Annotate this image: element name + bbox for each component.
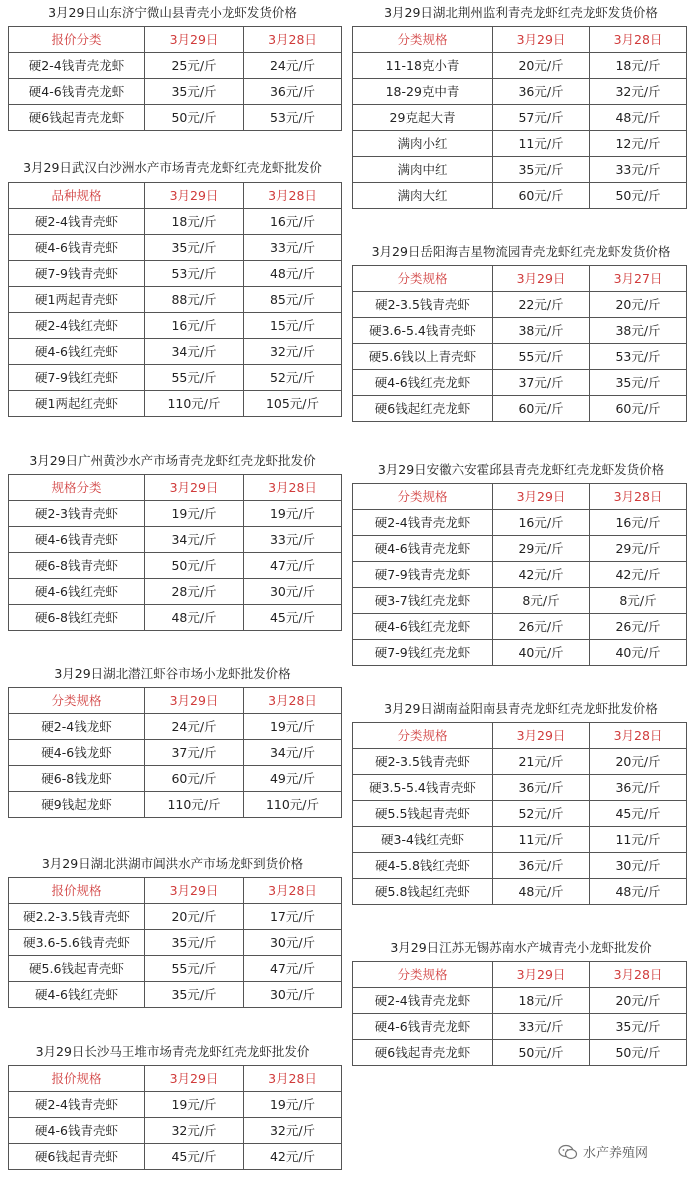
header-cell: 分类规格 [353,962,493,988]
table-header-row [9,475,342,501]
table-title: 3月29日湖北洪湖市阊洪水产市场龙虾到货价格 [41,856,304,871]
price-cell: 110元/斤 [145,391,244,417]
price-cell: 18元/斤 [493,988,590,1014]
table-title: 3月29日湖北荆州监利青壳龙虾红壳龙虾发货价格 [384,5,658,20]
spec-cell: 硬4-6钱红壳龙虾 [353,370,493,396]
table-row [353,396,687,422]
price-cell: 35元/斤 [145,930,244,956]
price-cell: 33元/斤 [493,1014,590,1040]
table-title: 3月29日湖南益阳南县青壳龙虾红壳龙虾批发价格 [384,701,658,716]
spec-cell: 硬3.6-5.4钱青壳虾 [353,318,493,344]
table-row [9,714,342,740]
price-cell: 55元/斤 [145,365,244,391]
header-cell: 3月29日 [145,183,244,209]
header-cell: 3月29日 [493,266,590,292]
table-header-row [353,484,687,510]
table-header-row [353,962,687,988]
price-cell: 45元/斤 [244,605,342,631]
price-cell: 88元/斤 [145,287,244,313]
price-cell: 35元/斤 [590,370,687,396]
price-cell: 11元/斤 [590,827,687,853]
table-row [353,640,687,666]
table-title: 3月29日岳阳海吉星物流园青壳龙虾红壳龙虾发货价格 [371,244,671,259]
price-cell: 22元/斤 [493,292,590,318]
price-cell: 21元/斤 [493,749,590,775]
price-cell: 38元/斤 [493,318,590,344]
header-cell: 报价分类 [9,27,145,53]
header-cell: 3月29日 [145,688,244,714]
price-cell: 42元/斤 [244,1144,342,1170]
price-cell: 18元/斤 [145,209,244,235]
price-cell: 17元/斤 [244,904,342,930]
spec-cell: 硬5.6钱起青壳虾 [9,956,145,982]
wechat-icon [558,1144,578,1160]
price-cell: 48元/斤 [244,261,342,287]
price-cell: 24元/斤 [244,53,342,79]
spec-cell: 硬2-4钱龙虾 [9,714,145,740]
price-cell: 25元/斤 [145,53,244,79]
table-row [9,261,342,287]
table-header-row [9,688,342,714]
spec-cell: 硬4-6钱红壳龙虾 [353,614,493,640]
header-cell: 3月28日 [244,183,342,209]
price-table [352,483,687,666]
table-title: 3月29日广州黄沙水产市场青壳龙虾红壳龙虾批发价 [29,453,316,468]
price-cell: 19元/斤 [244,501,342,527]
table-title: 3月29日湖北潜江虾谷市场小龙虾批发价格 [54,666,291,681]
table-row [353,344,687,370]
price-cell: 105元/斤 [244,391,342,417]
price-cell: 47元/斤 [244,553,342,579]
price-cell: 11元/斤 [493,131,590,157]
price-table [8,26,342,131]
spec-cell: 硬6钱起红壳龙虾 [353,396,493,422]
spec-cell: 硬2.2-3.5钱青壳虾 [9,904,145,930]
table-row [353,879,687,905]
spec-cell: 硬1两起青壳虾 [9,287,145,313]
header-cell: 3月29日 [493,484,590,510]
price-cell: 35元/斤 [145,79,244,105]
table-row [353,775,687,801]
price-cell: 20元/斤 [590,749,687,775]
price-cell: 36元/斤 [244,79,342,105]
price-cell: 49元/斤 [244,766,342,792]
price-cell: 42元/斤 [493,562,590,588]
header-cell: 3月28日 [590,27,687,53]
price-cell: 60元/斤 [493,183,590,209]
price-cell: 53元/斤 [590,344,687,370]
price-table [352,265,687,422]
price-cell: 42元/斤 [590,562,687,588]
price-cell: 50元/斤 [145,105,244,131]
watermark [558,1142,648,1161]
spec-cell: 硬1两起红壳虾 [9,391,145,417]
price-cell: 12元/斤 [590,131,687,157]
price-cell: 20元/斤 [590,292,687,318]
table-row [9,956,342,982]
price-cell: 8元/斤 [590,588,687,614]
spec-cell: 硬4-6钱青壳龙虾 [353,1014,493,1040]
table-title: 3月29日安徽六安霍邱县青壳龙虾红壳龙虾发货价格 [377,462,665,477]
price-cell: 38元/斤 [590,318,687,344]
table-row [353,131,687,157]
table-row [353,1014,687,1040]
spec-cell: 硬4-6钱红壳虾 [9,579,145,605]
table-row [9,339,342,365]
price-cell: 26元/斤 [590,614,687,640]
spec-cell: 硬6钱起青壳龙虾 [9,105,145,131]
table-row [9,1144,342,1170]
spec-cell: 硬2-4钱青壳龙虾 [9,53,145,79]
spec-cell: 硬7-9钱红壳龙虾 [353,640,493,666]
price-table [352,722,687,905]
header-cell: 分类规格 [353,484,493,510]
header-cell: 报价规格 [9,878,145,904]
spec-cell: 硬2-4钱青壳虾 [9,1092,145,1118]
header-cell: 3月28日 [244,1066,342,1092]
price-cell: 48元/斤 [145,605,244,631]
spec-cell: 硬3-7钱红壳龙虾 [353,588,493,614]
header-cell: 3月28日 [590,484,687,510]
table-row [353,801,687,827]
price-cell: 33元/斤 [244,235,342,261]
price-cell: 48元/斤 [493,879,590,905]
header-cell: 3月28日 [244,475,342,501]
price-cell: 53元/斤 [244,105,342,131]
price-cell: 48元/斤 [590,879,687,905]
table-row [9,766,342,792]
price-cell: 36元/斤 [493,79,590,105]
watermark-text: 水产养殖网 [583,1146,649,1161]
table-row [353,183,687,209]
spec-cell: 硬3.6-5.6钱青壳虾 [9,930,145,956]
price-cell: 16元/斤 [493,510,590,536]
price-cell: 50元/斤 [145,553,244,579]
spec-cell: 硬2-4钱红壳虾 [9,313,145,339]
table-row [353,536,687,562]
table-row [353,292,687,318]
table-row [353,614,687,640]
table-row [9,287,342,313]
price-cell: 55元/斤 [493,344,590,370]
price-cell: 60元/斤 [590,396,687,422]
table-header-row [353,266,687,292]
spec-cell: 硬4-5.8钱红壳虾 [353,853,493,879]
table-row [9,1118,342,1144]
price-cell: 47元/斤 [244,956,342,982]
price-cell: 35元/斤 [145,235,244,261]
spec-cell: 硬4-6钱青壳虾 [9,527,145,553]
header-cell: 分类规格 [353,723,493,749]
spec-cell: 11-18克小青 [353,53,493,79]
spec-cell: 硬5.5钱起青壳虾 [353,801,493,827]
table-row [353,157,687,183]
spec-cell: 硬6-8钱龙虾 [9,766,145,792]
spec-cell: 硬4-6钱红壳虾 [9,982,145,1008]
price-cell: 35元/斤 [145,982,244,1008]
price-cell: 32元/斤 [244,1118,342,1144]
table-row [353,510,687,536]
price-cell: 32元/斤 [590,79,687,105]
price-cell: 110元/斤 [244,792,342,818]
table-row [9,579,342,605]
price-cell: 18元/斤 [590,53,687,79]
spec-cell: 满肉大红 [353,183,493,209]
table-row [9,235,342,261]
table-header-row [9,878,342,904]
header-cell: 3月29日 [145,878,244,904]
price-cell: 37元/斤 [493,370,590,396]
price-cell: 16元/斤 [590,510,687,536]
spec-cell: 硬4-6钱青壳龙虾 [353,536,493,562]
table-row [353,588,687,614]
table-row [9,904,342,930]
price-cell: 36元/斤 [590,775,687,801]
price-cell: 35元/斤 [493,157,590,183]
price-cell: 19元/斤 [244,714,342,740]
spec-cell: 硬2-3.5钱青壳虾 [353,749,493,775]
spec-cell: 硬2-4钱青壳龙虾 [353,988,493,1014]
price-cell: 20元/斤 [145,904,244,930]
price-cell: 52元/斤 [493,801,590,827]
price-cell: 16元/斤 [145,313,244,339]
table-row [353,853,687,879]
price-cell: 60元/斤 [493,396,590,422]
spec-cell: 硬5.6钱以上青壳虾 [353,344,493,370]
table-header-row [353,27,687,53]
table-row [353,318,687,344]
table-title: 3月29日武汉白沙洲水产市场青壳龙虾红壳龙虾批发价 [23,160,322,175]
header-cell: 品种规格 [9,183,145,209]
table-row [353,105,687,131]
price-cell: 60元/斤 [145,766,244,792]
spec-cell: 满肉小红 [353,131,493,157]
price-table [8,687,342,818]
price-cell: 53元/斤 [145,261,244,287]
spec-cell: 硬4-6钱红壳虾 [9,339,145,365]
table-header-row [9,183,342,209]
price-table [8,877,342,1008]
table-row [353,749,687,775]
spec-cell: 硬3.5-5.4钱青壳虾 [353,775,493,801]
table-row [9,209,342,235]
price-cell: 35元/斤 [590,1014,687,1040]
spec-cell: 硬5.8钱起红壳虾 [353,879,493,905]
spec-cell: 硬6-8钱红壳虾 [9,605,145,631]
price-cell: 20元/斤 [493,53,590,79]
price-cell: 45元/斤 [590,801,687,827]
spec-cell: 硬4-6钱青壳虾 [9,235,145,261]
price-cell: 55元/斤 [145,956,244,982]
price-cell: 8元/斤 [493,588,590,614]
price-cell: 32元/斤 [244,339,342,365]
price-cell: 40元/斤 [590,640,687,666]
price-cell: 28元/斤 [145,579,244,605]
table-row [9,792,342,818]
spec-cell: 29克起大青 [353,105,493,131]
table-title: 3月29日山东济宁微山县青壳小龙虾发货价格 [48,5,297,20]
spec-cell: 硬2-4钱青壳虾 [9,209,145,235]
table-row [353,562,687,588]
price-cell: 85元/斤 [244,287,342,313]
header-cell: 3月29日 [145,475,244,501]
spec-cell: 18-29克中青 [353,79,493,105]
header-cell: 3月29日 [145,27,244,53]
price-cell: 29元/斤 [493,536,590,562]
header-cell: 规格分类 [9,475,145,501]
spec-cell: 硬4-6钱龙虾 [9,740,145,766]
spec-cell: 硬6钱起青壳龙虾 [353,1040,493,1066]
price-cell: 52元/斤 [244,365,342,391]
spec-cell: 硬7-9钱红壳虾 [9,365,145,391]
table-row [9,53,342,79]
price-cell: 19元/斤 [244,1092,342,1118]
price-cell: 34元/斤 [145,527,244,553]
table-row [9,553,342,579]
table-row [9,391,342,417]
header-cell: 3月28日 [244,688,342,714]
table-row [9,365,342,391]
table-header-row [9,27,342,53]
price-cell: 30元/斤 [244,579,342,605]
table-header-row [353,723,687,749]
price-cell: 24元/斤 [145,714,244,740]
table-row [353,53,687,79]
price-cell: 30元/斤 [244,982,342,1008]
price-cell: 50元/斤 [590,1040,687,1066]
table-row [9,527,342,553]
spec-cell: 硬6-8钱青壳虾 [9,553,145,579]
price-cell: 15元/斤 [244,313,342,339]
price-cell: 32元/斤 [145,1118,244,1144]
spec-cell: 硬7-9钱青壳龙虾 [353,562,493,588]
table-title: 3月29日长沙马王堆市场青壳龙虾红壳龙虾批发价 [35,1044,310,1059]
table-row [353,370,687,396]
price-cell: 30元/斤 [590,853,687,879]
table-row [353,1040,687,1066]
spec-cell: 硬4-6钱青壳虾 [9,1118,145,1144]
table-row [9,79,342,105]
header-cell: 3月29日 [493,27,590,53]
spec-cell: 硬3-4钱红壳虾 [353,827,493,853]
table-row [9,1092,342,1118]
spec-cell: 硬7-9钱青壳虾 [9,261,145,287]
price-cell: 50元/斤 [590,183,687,209]
table-row [9,740,342,766]
price-cell: 34元/斤 [145,339,244,365]
price-cell: 29元/斤 [590,536,687,562]
spec-cell: 硬9钱起龙虾 [9,792,145,818]
table-row [353,827,687,853]
table-row [353,79,687,105]
price-cell: 26元/斤 [493,614,590,640]
price-cell: 110元/斤 [145,792,244,818]
price-cell: 33元/斤 [244,527,342,553]
spec-cell: 硬4-6钱青壳龙虾 [9,79,145,105]
price-cell: 36元/斤 [493,853,590,879]
table-row [9,930,342,956]
price-cell: 37元/斤 [145,740,244,766]
header-cell: 3月27日 [590,266,687,292]
table-header-row [9,1066,342,1092]
price-cell: 57元/斤 [493,105,590,131]
table-row [9,313,342,339]
header-cell: 3月29日 [493,723,590,749]
price-cell: 33元/斤 [590,157,687,183]
spec-cell: 硬2-4钱青壳龙虾 [353,510,493,536]
table-row [9,105,342,131]
price-cell: 34元/斤 [244,740,342,766]
price-cell: 11元/斤 [493,827,590,853]
price-cell: 30元/斤 [244,930,342,956]
price-table [8,474,342,631]
price-table [8,1065,342,1170]
header-cell: 分类规格 [353,27,493,53]
spec-cell: 硬2-3钱青壳虾 [9,501,145,527]
spec-cell: 满肉中红 [353,157,493,183]
table-row [9,501,342,527]
price-cell: 40元/斤 [493,640,590,666]
table-title: 3月29日江苏无锡苏南水产城青壳小龙虾批发价 [390,940,652,955]
price-cell: 45元/斤 [145,1144,244,1170]
price-cell: 20元/斤 [590,988,687,1014]
header-cell: 3月28日 [590,962,687,988]
spec-cell: 硬2-3.5钱青壳虾 [353,292,493,318]
header-cell: 3月28日 [244,878,342,904]
header-cell: 3月29日 [493,962,590,988]
table-row [9,605,342,631]
price-cell: 36元/斤 [493,775,590,801]
header-cell: 3月28日 [244,27,342,53]
table-row [9,982,342,1008]
price-cell: 48元/斤 [590,105,687,131]
price-cell: 50元/斤 [493,1040,590,1066]
spec-cell: 硬6钱起青壳虾 [9,1144,145,1170]
header-cell: 分类规格 [9,688,145,714]
price-table [8,182,342,417]
header-cell: 分类规格 [353,266,493,292]
price-table [352,961,687,1066]
price-cell: 19元/斤 [145,1092,244,1118]
header-cell: 报价规格 [9,1066,145,1092]
price-table [352,26,687,209]
price-cell: 19元/斤 [145,501,244,527]
price-cell: 16元/斤 [244,209,342,235]
header-cell: 3月29日 [145,1066,244,1092]
table-row [353,988,687,1014]
header-cell: 3月28日 [590,723,687,749]
